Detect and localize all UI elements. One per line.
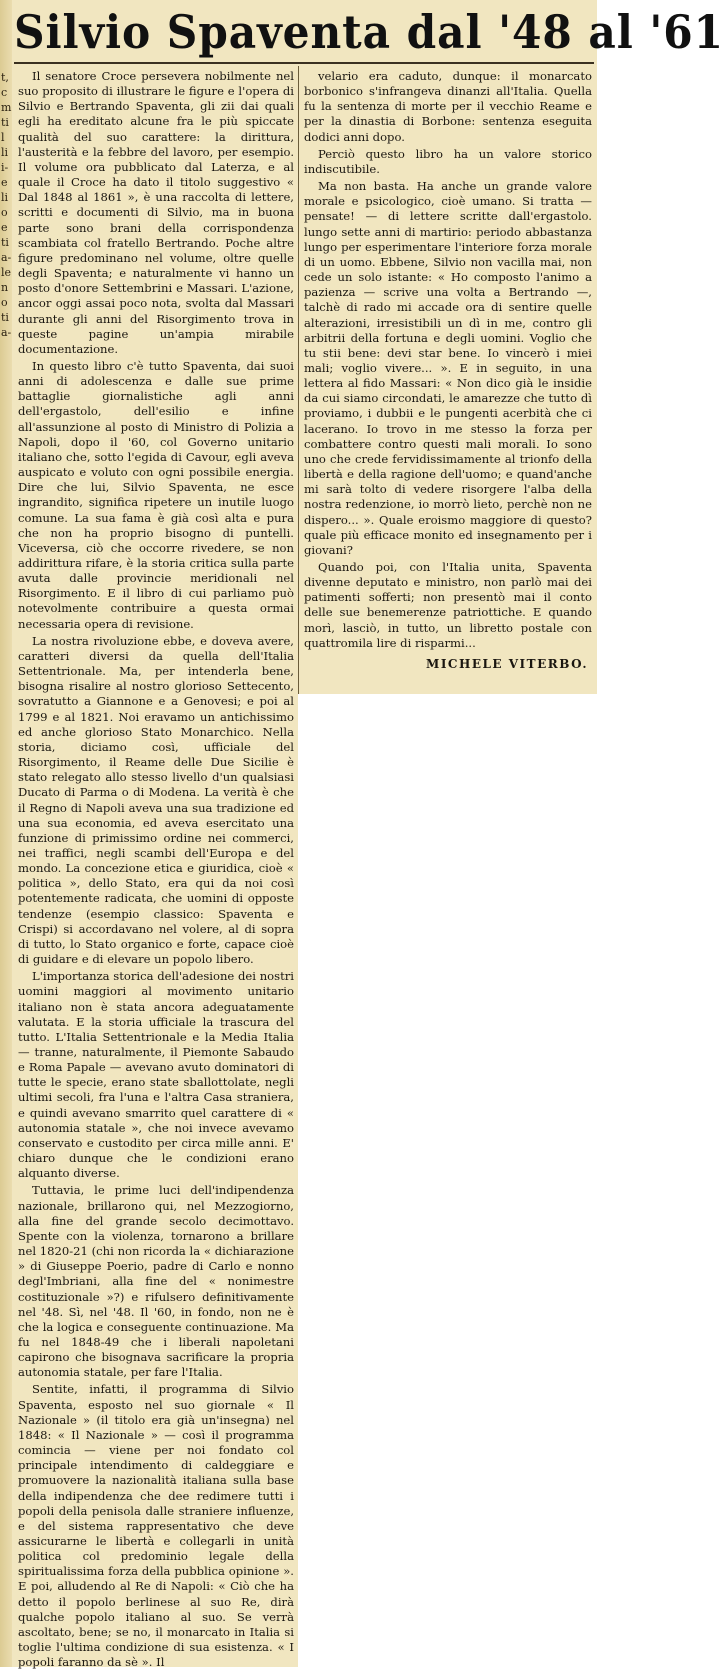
headline-rule	[14, 62, 594, 64]
paragraph: Perciò questo libro ha un valore storico indiscutibile.	[304, 146, 592, 176]
left-column	[18, 69, 294, 1670]
paragraph: Quando poi, con l'Italia unita, Spaventa divenne deputato e ministro, non parlò mai dei patimenti sofferti; non presentò mai il conto delle sue benemerenze patriottiche. E quando morì, lasciò, in tutto, un libretto postale con quattromila lire di risparmi...	[304, 560, 592, 650]
paragraph: In questo libro c'è tutto Spaventa, dai suoi anni di adolescenza e dalle sue prime battaglie giornalistiche agli anni dell'ergastolo, dell'esilio e infine all'assunzione al posto di Ministro di Polizia a Napoli, dopo il '60, col Governo unitario italiano che, sotto l'egida di Cavour, egli aveva auspicato e voluto con ogni possibile energia. Dire che lui, Silvio Spaventa, ne esce ingrandito, significa ripetere un inutile luogo comune. La sua fama è già così alta e pura che non ha proprio bisogno di puntelli. Viceversa, ciò che occorre rivedere, se non addirittura rifare, è la storia critica sulla parte avuta dalle provincie meridionali nel Risorgimento. E il libro di cui parliamo può notevolmente contribuire a questa ormai necessaria opera di revisione.	[18, 358, 294, 631]
margin-fragment: e	[1, 221, 8, 234]
margin-fragment: ti	[1, 236, 9, 249]
blank-area	[298, 694, 597, 1667]
adjacent-column-fragments	[1, 70, 12, 340]
headline: Silvio Spaventa dal '48 al '61	[14, 5, 724, 59]
margin-fragment: le	[1, 266, 12, 279]
paragraph: Tuttavia, le prime luci dell'indipendenza nazionale, brillarono qui, nel Mezzogiorno, alla fine del grande secolo decimottavo. Spente con la violenza, tornarono a brillare nel 1820-21 (chi non ricorda la « dichiarazione » di Giuseppe Poerio, padre di Carlo e nonno degl'Imbriani, alla fine del « nonimestre costituzionale »?) e rifulsero definitivamente nel '48. Sì, nel '48. Il '60, in fondo, non ne è che la logica e conseguente continuazione. Ma fu nel 1848-49 che i liberali napoletani capirono che bisognava sacrificare la propria autonomia statale, per fare l'Italia.	[18, 1183, 294, 1380]
column-divider	[298, 66, 299, 694]
paragraph: La nostra rivoluzione ebbe, e doveva avere, caratteri diversi da quella dell'Italia Settentrionale. Ma, per intenderla bene, bisogna risalire al nostro glorioso Settecento, sovratutto a Giannone e a Genovesi; e poi al 1799 e al 1821. Noi eravamo un antichissimo ed anche glorioso Stato Monarchico. Nella storia, diciamo così, ufficiale del Risorgimento, il Reame delle Due Sicilie è stato relegato allo stesso livello d'un qualsiasi Ducato di Parma o di Modena. La verità è che il Regno di Napoli aveva una sua tradizione ed una sua economia, ed aveva esercitato una funzione di primissimo ordine nei commerci, nei traffici, negli scambi dell'Europa e del mondo. La concezione etica e giuridica, cioè « politica », dello Stato, era qui da noi così potentemente radicata, che uomini di opposte tendenze (esempio classico: Spaventa e Crispi) si accordavano nel volere, al di sopra di tutto, lo Stato organico e forte, capace cioè di guidare e di elevare un popolo libero.	[18, 633, 294, 967]
margin-fragment: l	[1, 131, 5, 144]
margin-fragment: ti	[1, 311, 9, 324]
paragraph: Il senatore Croce persevera nobilmente nel suo proposito di illustrare le figure e l'opera di Silvio e Bertrando Spaventa, gli zii dai quali egli ha ereditato alcune fra le più spiccate qualità del suo carattere: la dirittura, l'austerità e la febbre del lavoro, per esempio. Il volume ora pubblicato dal Laterza, e al quale il Croce ha dato il titolo suggestivo « Dal 1848 al 1861 », è una raccolta di lettere, scritti e documenti di Silvio, ma in buona parte sono brani della corrispondenza scambiata col fratello Bertrando. Poche altre figure predominano nel volume, oltre quelle degli Spaventa; e naturalmente vi hanno un posto d'onore Settembrini e Massari. L'azione, ancor oggi assai poco nota, svolta dal Massari durante gli anni del Risorgimento trova in queste pagine un'ampia mirabile documentazione.	[18, 69, 294, 356]
author-signature: MICHELE VITERBO.	[426, 656, 588, 671]
margin-fragment: c	[1, 86, 8, 99]
margin-fragment: i-	[1, 161, 9, 174]
paragraph: velario era caduto, dunque: il monarcato borbonico s'infrangeva dinanzi all'Italia. Quella fu la sentenza di morte per il vecchio Reame e per la dinastia di Borbone: sentenza eseguita dodici anni dopo.	[304, 69, 592, 144]
paragraph: L'importanza storica dell'adesione dei nostri uomini maggiori al movimento unitario italiano non è stata ancora adeguatamente valutata. E la storia ufficiale la trascura del tutto. L'Italia Settentrionale e la Media Italia — tranne, naturalmente, il Piemonte Sabaudo e Roma Papale — avevano avuto dominatori di tutte le specie, erano state sballottolate, negli ultimi secoli, fra l'una e l'altra Casa straniera, e quindi avevano smarrito quel carattere di « autonomia statale », che noi invece avevamo conservato e custodito per circa mille anni. E' chiaro dunque che le condizioni erano alquanto diverse.	[18, 969, 294, 1181]
margin-fragment: e	[1, 176, 8, 189]
margin-fragment: ti	[1, 116, 9, 129]
margin-fragment: li	[1, 146, 9, 159]
paragraph: Sentite, infatti, il programma di Silvio Spaventa, esposto nel suo giornale « Il Nazionale » (il titolo era già un'insegna) nel 1848: « Il Nazionale » — così il programma comincia — viene per noi fondato col principale intendimento di caldeggiare e promuovere la nazionalità italiana sulla base della indipendenza che dee redimere tutti i popoli della penisola dalle straniere influenze, e del sistema rappresentativo che deve assicurarne le libertà e collegarli in unità politica col predominio legale della spiritualissima forza della pubblica opinione ». E poi, alludendo al Re di Napoli: « Ciò che ha detto il popolo berlinese al suo Re, dirà qualche popolo italiano al suo. Se verrà ascoltato, bene; se no, il monarcato in Italia si toglie l'ultima condizione di sua esistenza. « I popoli faranno da sè ». Il	[18, 1382, 294, 1670]
margin-fragment: m	[1, 101, 12, 114]
margin-fragment: t,	[1, 71, 9, 84]
margin-fragment: n	[1, 281, 9, 294]
margin-fragment: a-	[1, 251, 12, 264]
margin-fragment: o	[1, 206, 8, 219]
margin-fragment: a-	[1, 326, 12, 339]
margin-fragment: li	[1, 191, 9, 204]
right-column	[304, 69, 592, 672]
margin-fragment: o	[1, 296, 8, 309]
paragraph: Ma non basta. Ha anche un grande valore morale e psicologico, cioè umano. Si tratta — pensate! — di lettere scritte dall'ergastolo. lungo sette anni di martirio: periodo abbastanza lungo per esperimentare l'interiore forza morale di un uomo. Ebbene, Silvio non vacilla mai, non cede un solo istante: « Ho composto l'animo a pazienza — scrive una volta a Bertrando —, talchè di rado mi accade ora di sentire quelle alterazioni, irresistibili un dì in me, contro gli arbitrii della fortuna e degli uomini. Voglio che tu stii bene: devi star bene. Io vincerò i miei mali; voglio vivere... ». E in seguito, in una lettera al fido Massari: « Non dico già le insidie da cui siamo circondati, le amarezze che tutto dì proviamo, i dubbii e le pungenti acerbità che ci lacerano. Io trovo in me stesso la forza per combattere contro questi mali morali. Io sono uno che crede fervidissimamente al trionfo della libertà e della ragione dell'uomo; e quand'anche mi sarà tolto di vedere risorgere l'alba della nostra redenzione, io morrò lieto, perchè non ne dispero... ». Quale eroismo maggiore di questo? quale più efficace monito ed insegnamento per i giovani?	[304, 179, 592, 557]
